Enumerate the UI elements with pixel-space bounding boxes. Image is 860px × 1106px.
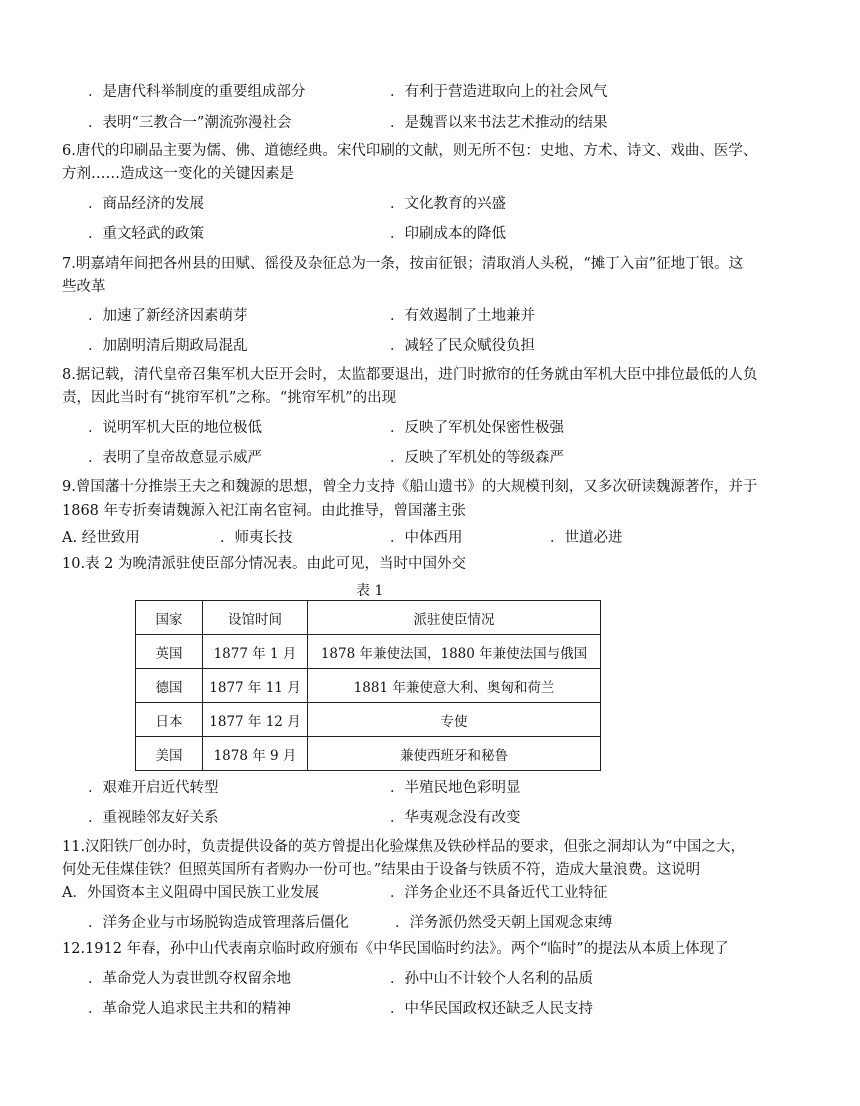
- question-9-stem-line-1: 9.曾国藩十分推崇王夫之和魏源的思想，曾全力支持《船山遗书》的大规模刊刻，又多次研读魏源著作，并于: [62, 479, 758, 495]
- table-cell: 专使: [308, 703, 601, 737]
- table-header-cell: 派驻使臣情况: [308, 601, 601, 635]
- option-a: ．是唐代科举制度的重要组成部分: [88, 84, 306, 100]
- question-9-stem-line-2: 1868 年专折奏请魏源入祀江南名宦祠。由此推导，曾国藩主张: [62, 503, 467, 519]
- question-11-stem-line-1: 11.汉阳铁厂创办时，负责提供设备的英方曾提出化验煤焦及铁砂样品的要求，但张之洞却认为“中国之大，: [62, 839, 745, 855]
- table-cell: 1877 年 1 月: [203, 635, 308, 669]
- table-cell: 1878 年 9 月: [203, 737, 308, 771]
- table-cell: 德国: [136, 669, 203, 703]
- option-b: ．洋务企业还不具备近代工业特征: [390, 885, 608, 901]
- option-d: ．印刷成本的降低: [390, 226, 506, 242]
- option-d: ．反映了军机处的等级森严: [390, 450, 564, 466]
- option-b: ．有利于营造进取向上的社会风气: [390, 84, 608, 100]
- table-header-cell: 国家: [136, 601, 203, 635]
- question-6-stem-line-1: 6.唐代的印刷品主要为儒、佛、道德经典。宋代印刷的文献，则无所不包：史地、方术、诗文、戏曲、医学、: [62, 143, 758, 159]
- table-caption: 表 1: [356, 583, 384, 599]
- option-a: ．艰难开启近代转型: [88, 780, 219, 796]
- option-b: ．半殖民地色彩明显: [390, 780, 521, 796]
- table-cell: 1878 年兼使法国，1880 年兼使法国与俄国: [308, 635, 601, 669]
- table-cell: 日本: [136, 703, 203, 737]
- option-a: A．外国资本主义阻碍中国民族工业发展: [62, 885, 319, 901]
- question-12-stem: 12.1912 年春，孙中山代表南京临时政府颁布《中华民国临时约法》。两个“临时”的提法从本质上体现了: [62, 941, 729, 957]
- option-c: ．洋务企业与市场脱钩造成管理落后僵化: [88, 915, 349, 931]
- question-8-stem-line-2: 责，因此当时有“挑帘军机”之称。“挑帘军机”的出现: [62, 390, 397, 406]
- option-a: A. 经世致用: [62, 530, 140, 546]
- option-b: ．孙中山不计较个人名利的品质: [390, 971, 593, 987]
- table-row: [136, 737, 601, 771]
- question-8-stem-line-1: 8.据记载，清代皇帝召集军机大臣开会时，太监都要退出，进门时掀帘的任务就由军机大臣中排位最低的人负: [62, 367, 758, 383]
- option-c: ．表明“三教合一”潮流弥漫社会: [88, 115, 292, 131]
- option-d: ．中华民国政权还缺乏人民支持: [390, 1001, 593, 1017]
- option-d: ．华夷观念没有改变: [390, 810, 521, 826]
- table-row: [136, 635, 601, 669]
- table-cell: 美国: [136, 737, 203, 771]
- option-c: ．重文轻武的政策: [88, 226, 204, 242]
- option-b: ．师夷长技: [220, 530, 293, 546]
- table-cell: 1877 年 11 月: [203, 669, 308, 703]
- option-a: ．说明军机大臣的地位极低: [88, 420, 262, 436]
- option-a: ．加速了新经济因素萌芽: [88, 308, 248, 324]
- option-c: ．重视睦邻友好关系: [88, 810, 219, 826]
- option-b: ．反映了军机处保密性极强: [390, 420, 564, 436]
- option-d: ．世道必进: [550, 530, 623, 546]
- table-header-cell: 设馆时间: [203, 601, 308, 635]
- option-d: ．洋务派仍然受天朝上国观念束缚: [395, 915, 613, 931]
- table-cell: 兼使西班牙和秘鲁: [308, 737, 601, 771]
- table-row: [136, 703, 601, 737]
- option-b: ．文化教育的兴盛: [390, 196, 506, 212]
- table-cell: 1881 年兼使意大利、奥匈和荷兰: [308, 669, 601, 703]
- option-c: ．表明了皇帝故意显示威严: [88, 450, 262, 466]
- option-a: ．革命党人为袁世凯夺权留余地: [88, 971, 291, 987]
- option-d: ．是魏晋以来书法艺术推动的结果: [390, 115, 608, 131]
- table-cell: 1877 年 12 月: [203, 703, 308, 737]
- table-row: [136, 669, 601, 703]
- question-11-stem-line-2: 何处无佳煤佳铁？但照英国所有者购办一份可也。”结果由于设备与铁质不符，造成大量浪费。这说明: [62, 862, 701, 878]
- envoy-table: [135, 600, 601, 771]
- question-10-stem: 10.表 2 为晚清派驻使臣部分情况表。由此可见，当时中国外交: [62, 556, 467, 572]
- table-cell: 英国: [136, 635, 203, 669]
- option-c: ．加剧明清后期政局混乱: [88, 338, 248, 354]
- option-b: ．有效遏制了土地兼并: [390, 308, 535, 324]
- question-7-stem-line-1: 7.明嘉靖年间把各州县的田赋、徭役及杂征总为一条，按亩征银；清取消人头税，“摊丁入亩”征地丁银。这: [62, 256, 744, 272]
- option-a: ．商品经济的发展: [88, 196, 204, 212]
- option-c: ．中体西用: [390, 530, 463, 546]
- option-d: ．减轻了民众赋役负担: [390, 338, 535, 354]
- question-7-stem-line-2: 些改革: [62, 279, 106, 295]
- question-6-stem-line-2: 方剂……造成这一变化的关键因素是: [62, 166, 294, 182]
- option-c: ．革命党人追求民主共和的精神: [88, 1001, 291, 1017]
- table-header-row: [136, 601, 601, 635]
